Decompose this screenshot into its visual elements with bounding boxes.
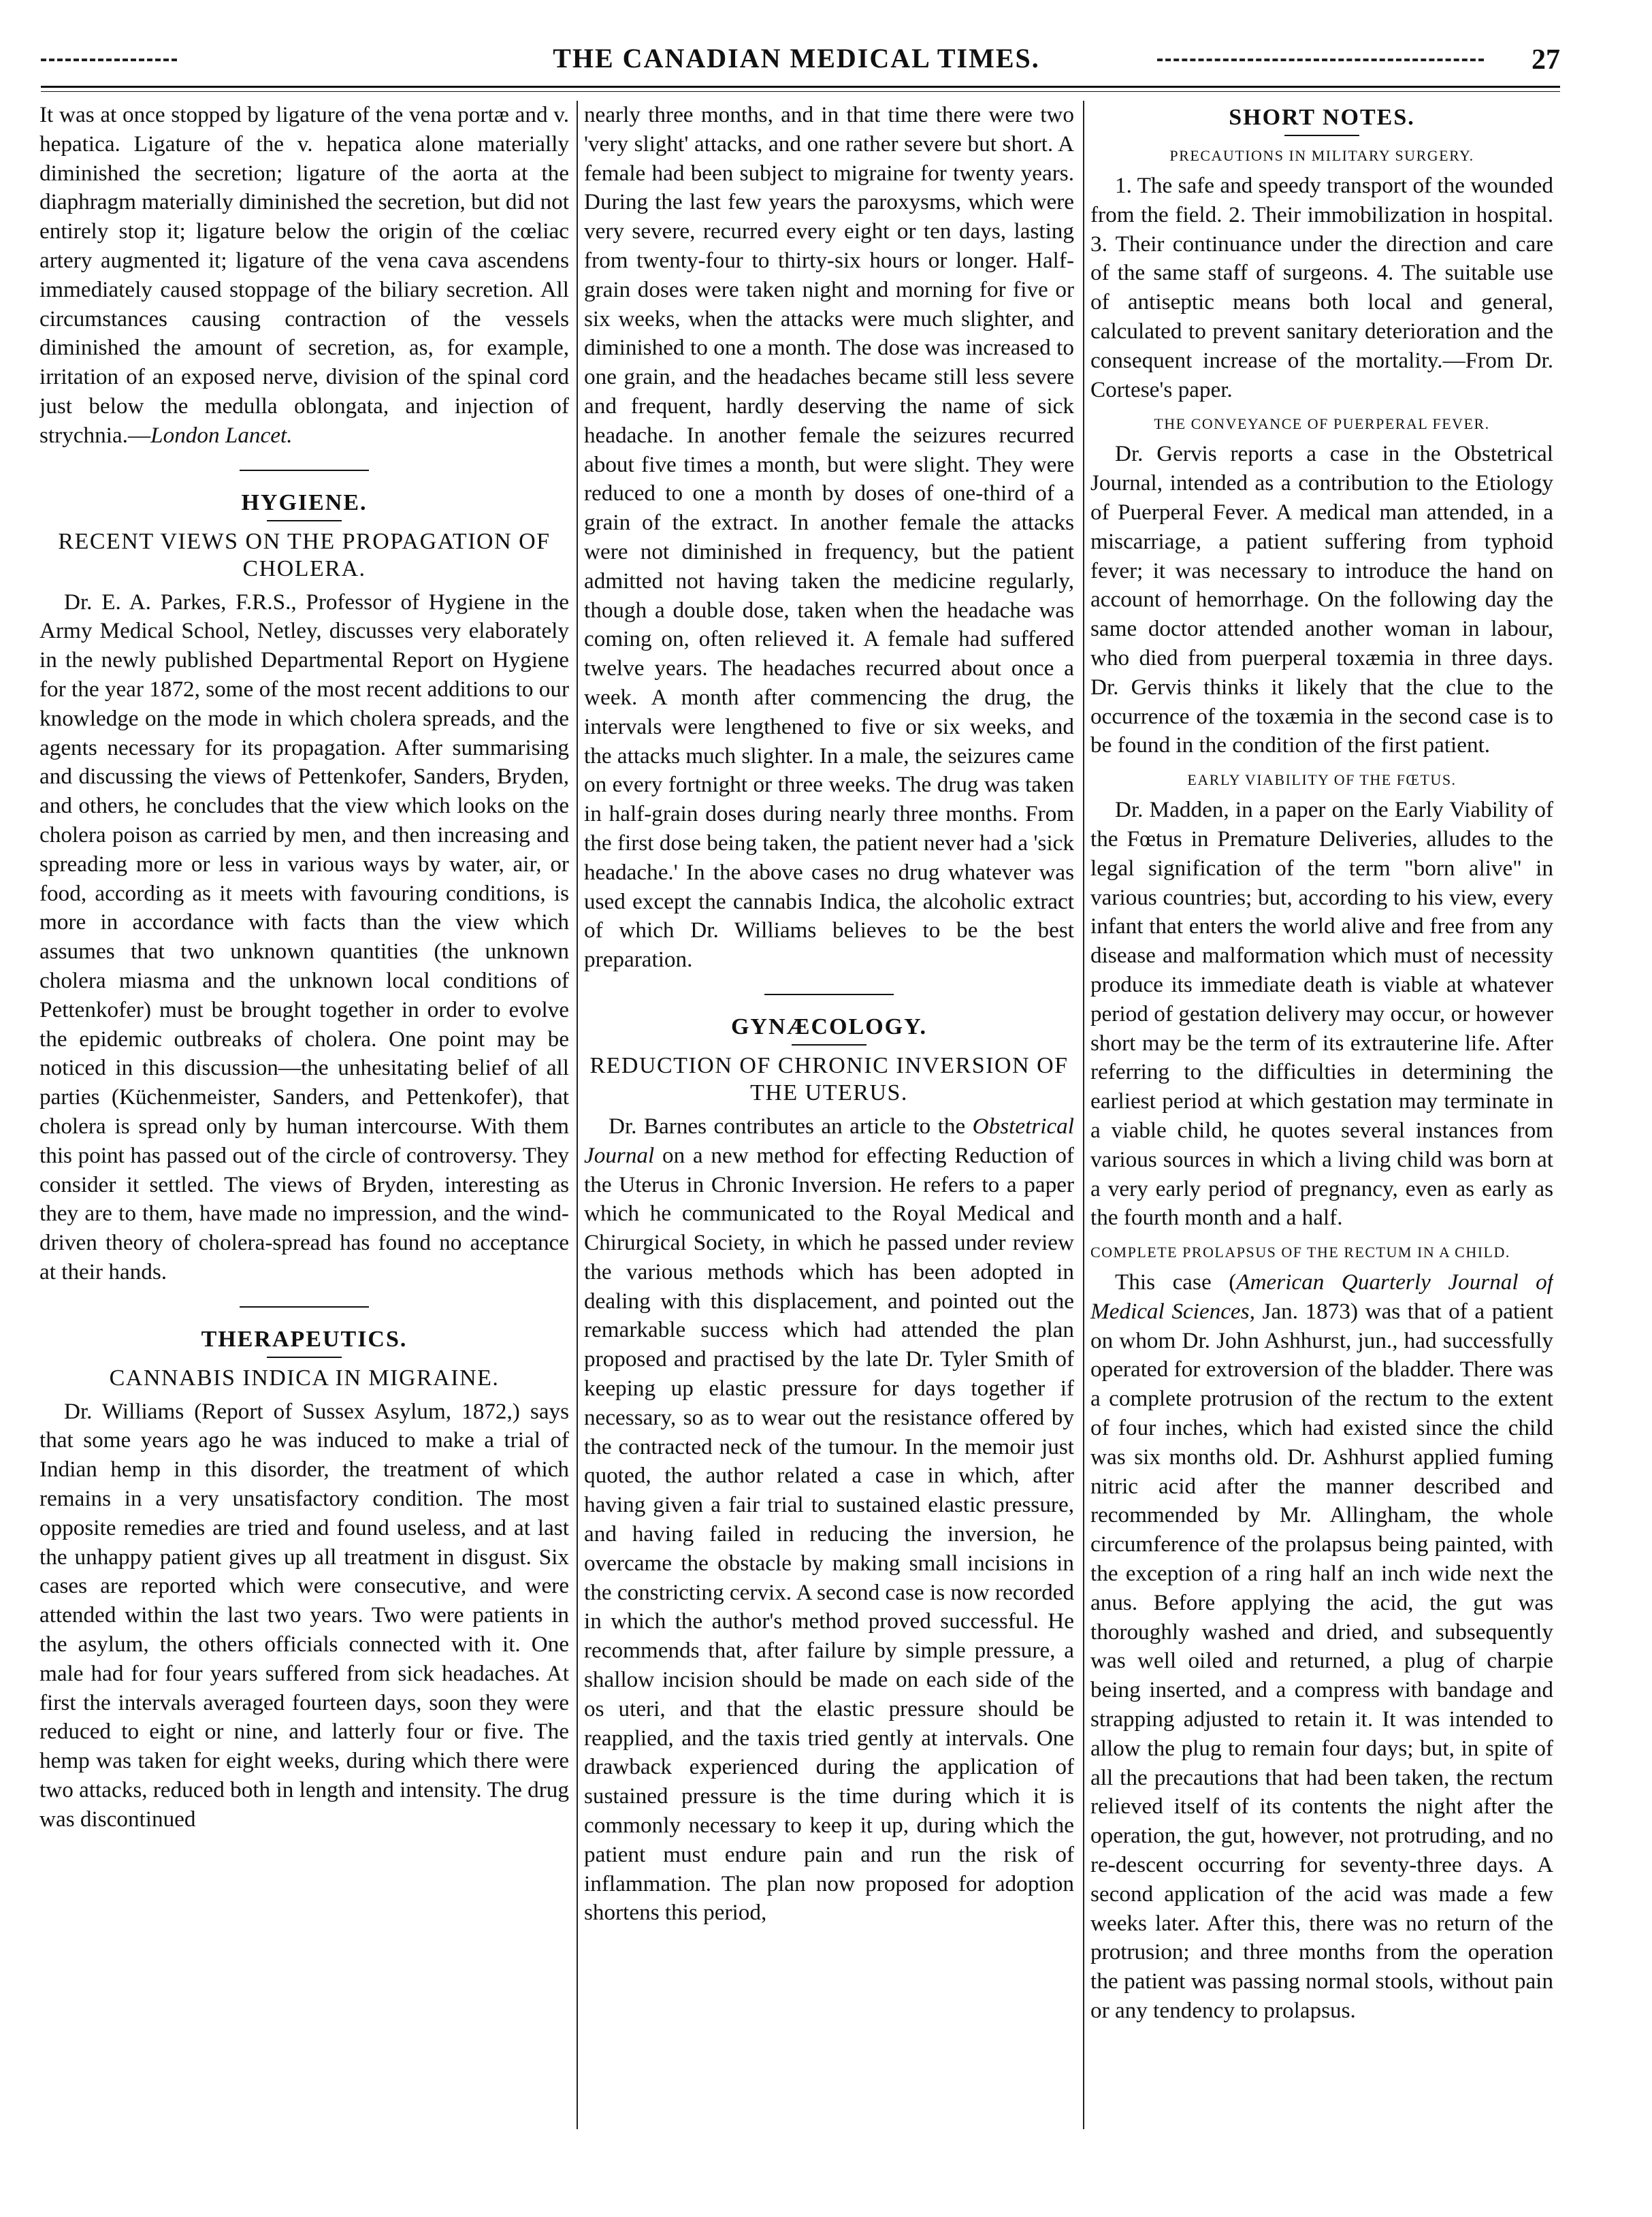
military-surgery-title: PRECAUTIONS IN MILITARY SURGERY. (1169, 147, 1474, 164)
heading-rule (267, 520, 342, 521)
section-separator (240, 470, 369, 471)
inversion-text-a: Dr. Barnes contributes an article to the (609, 1113, 973, 1139)
cholera-article-title: RECENT VIEWS ON THE PROPAGATION OF CHOLERA. (58, 528, 551, 581)
section-separator (240, 1306, 369, 1308)
column-2 (584, 101, 1074, 2150)
military-surgery-body: 1. The safe and speedy transport of the wounded from the field. 2. Their immobilization in hospital. 3. Their continuance under the direction and care of the same staff of surgeons. 4. The suitable use of antiseptic means both local and general, calculated to prevent sanitary deterioration and the consequent increase of the mortality.—From Dr. Cortese's paper. (1090, 173, 1553, 402)
puerperal-fever-title: THE CONVEYANCE OF PUERPERAL FEVER. (1154, 415, 1490, 433)
section-separator (764, 994, 894, 995)
column-rule-2 (1083, 101, 1084, 2129)
therapeutics-heading: THERAPEUTICS. (201, 1326, 408, 1352)
lancet-source: London Lancet. (150, 422, 293, 448)
page-number: 27 (1532, 44, 1560, 76)
prolapsus-text-a: This case ( (1115, 1269, 1237, 1295)
column-1 (39, 101, 569, 2150)
prolapsus-title: COMPLETE PROLAPSUS OF THE RECTUM IN A CHILD. (1090, 1244, 1510, 1261)
cholera-article-body: Dr. E. A. Parkes, F.R.S., Professor of Hygiene in the Army Medical School, Netley, discusses very elaborately in the newly published Departmental Report on Hygiene for the year 1872, some of the most recent additions to our knowledge on the mode in which cholera spreads, and the agents necessary for its propagation. After summarising and discussing the views of Pettenkofer, Sanders, Bryden, and others, he concludes that the view which looks on the cholera poison as carried by men, and then increasing and spreading more or less in various ways by water, air, or food, according as it meets with favouring conditions, is more in accordance with facts than the view which assumes that two unknown quantities (the unknown cholera miasma and the unknown local conditions of Pettenkofer) must be brought together in order to evolve the epidemic outbreaks of cholera. One point may be noticed in this discussion—the unhesitating belief of all parties (Küchenmeister, Sanders, and Pettenkofer), that cholera is spread only by human intercourse. With them this point has passed out of the circle of controversy. They consider it settled. The views of Bryden, interesting as they are to them, have made no impression, and the wind-driven theory of cholera-spread has found no acceptance at their hands. (39, 589, 569, 1284)
inversion-journal-name: Obstetrical Journal (584, 1113, 1074, 1168)
gynaecology-heading: GYNÆCOLOGY. (730, 1014, 928, 1039)
prolapsus-journal-name: American Quarterly Journal of Medical Sciences, (1090, 1269, 1553, 1324)
running-head (41, 38, 1560, 86)
prolapsus-text-b: Jan. 1873) was that of a patient on whom Dr. John Ashhurst, jun., had successfully operated for extroversion of the bladder. There was a complete protrusion of the rectum to the extent of four inches, which had existed since the child was six months old. Dr. Ashhurst applied fuming nitric acid after the manner described and recommended by Mr. Allingham, the whole circumference of the prolapsus being painted, with the exception of a ring half an inch wide next the anus. Before applying the acid, the gut was thoroughly washed and dried, and subsequently was well oiled and returned, a plug of charpie being inserted, and a compress with bandage and strapping adjusted to retain it. It was intended to allow the plug to remain four days; but, in spite of all the precautions that had been taken, the rectum relieved itself of its contents the night after the operation, the gut, however, not protruding, and no re-descent occurring for seventy-three days. A second application of the acid was made a few weeks later. After this, there was no return of the protrusion; and three months from the operation the patient was passing normal stools, without pain or any tendency to prolapsus. (1090, 1298, 1553, 2024)
cannabis-article-body: Dr. Williams (Report of Sussex Asylum, 1872,) says that some years ago he was induced to make a trial of Indian hemp in this disorder, the treatment of which remains in a very unsatisfactory condition. The most opposite remedies are tried and found useless, and at last the unhappy patient gives up all treatment in disgust. Six cases are reported which were consecutive, and were attended within the last two years. Two were patients in the asylum, the others officials connected with it. One male had for four years suffered from sick headaches. At first the intervals averaged fourteen days, soon they were reduced to eight or nine, and latterly four or five. The hemp was taken for eight weeks, during which there were two attacks, reduced both in length and intensity. The drug was discontinued (39, 1398, 569, 1832)
journal-title: THE CANADIAN MEDICAL TIMES. (553, 43, 1040, 74)
inversion-article-title: REDUCTION OF CHRONIC INVERSION OF THE UTERUS. (589, 1052, 1069, 1105)
hygiene-heading: HYGIENE. (241, 489, 368, 515)
short-notes-heading: SHORT NOTES. (1229, 105, 1415, 130)
puerperal-fever-body: Dr. Gervis reports a case in the Obstetrical Journal, intended as a contribution to the Etiology of Puerperal Fever. A medical man attended, in a miscarriage, a patient suffering from typhoid fever; it was necessary to introduce the hand on account of hemorrhage. On the following day the same doctor attended another woman in labour, who died from puerperal toxæmia in three days. Dr. Gervis thinks it likely that the clue to the occurrence of the toxæmia in the second case is to be found in the condition of the first patient. (1090, 441, 1553, 758)
header-rule-thin (41, 91, 1560, 92)
viability-body: Dr. Madden, in a paper on the Early Viability of the Fœtus in Premature Deliveries, alludes to the legal signification of the term "born alive" in various countries; but, according to his view, every infant that enters the world alive and free from any disease and malformation which must of necessity produce its immediate death is viable at whatever period of gestation delivery may occur, or however short may be the term of its extrauterine life. After referring to the difficulties in determining the earliest period at which gestation may terminate in a viable child, he quotes several instances from various sources in which a living child was born at a very early period of pregnancy, even as early as the fourth month and a half. (1090, 797, 1553, 1231)
header-rule (41, 86, 1560, 88)
cannabis-article-title: CANNABIS INDICA IN MIGRAINE. (109, 1365, 500, 1391)
column-rule-1 (577, 101, 578, 2129)
viability-title: EARLY VIABILITY OF THE FŒTUS. (1187, 771, 1457, 789)
lancet-text: It was at once stopped by ligature of the vena portæ and v. hepatica. Ligature of the v. hepatica alone materially diminished the secretion; ligature of the aorta at the diaphragm materially diminished the secretion, but did not entirely stop it; ligature below the origin of the cœliac artery augmented it; ligature of the vena cava ascendens immediately caused stoppage of the biliary secretion. All circumstances causing contraction of the vessels diminished the amount of secretion, as, for example, irritation of an exposed nerve, division of the spinal cord just below the medulla oblongata, and injection of strychnia.— (39, 102, 569, 448)
inversion-text-b: on a new method for effecting Reduction of the Uterus in Chronic Inversion. He refers to a paper which he communicated to the Royal Medical and Chirurgical Society, in which he passed under review the various methods which has been adopted in dealing with this displacement, and pointed out the remarkable success which had attended the plan proposed and practised by the late Dr. Tyler Smith of keeping up elastic pressure for days together if necessary, so as to wear out the resistance offered by the contracted neck of the tumour. In the memoir just quoted, the author related a case in which, after having given a fair trial to sustained elastic pressure, and having failed in reducing the inversion, he overcame the obstacle by making small incisions in the constricting cervix. A second case is now recorded in which the author's method proved successful. He recommends that, after failure by simple pressure, a shallow incision should be made on each side of the os uteri, and that the elastic pressure should be reapplied, and the taxis tried gently at intervals. One drawback experienced during the application of sustained pressure is the time during which it is commonly necessary to keep it up, during which the patient must endure pain and run the risk of inflammation. The plan now proposed for adoption shortens this period, (584, 1142, 1074, 1926)
lancet-paragraph (39, 101, 569, 451)
heading-rule (1284, 135, 1359, 136)
heading-rule (267, 1357, 342, 1358)
cannabis-article-continued: nearly three months, and in that time there were two 'very slight' attacks, and one rather severe but short. A female had been subject to migraine for twenty years. During the last few years the paroxysms, which were very severe, recurred every eight or ten days, lasting from twenty-four to thirty-six hours or longer. Half-grain doses were taken night and morning for five or six weeks, when the attacks were much slighter, and diminished to one a month. The dose was increased to one grain, and the headaches became still less severe and frequent, hardly deserving the name of sick headache. In another female the seizures recurred about five times a month, but were slight. They were reduced to one a month by doses of one-third of a grain of the extract. In another female the attacks were not diminished in frequency, but the patient admitted not having taken the medicine regularly, though a double dose, taken when the headache was coming on, often relieved it. A female had suffered twelve years. The headaches recurred about once a week. A month after commencing the drug, the intervals were lengthened to five or six weeks, and the attacks much slighter. In a male, the seizures came on every fortnight or three weeks. The drug was taken in half-grain doses during nearly three months. From the first dose being taken, the patient never had a 'sick headache.' In the above cases no drug whatever was used except the cannabis Indica, the alcoholic extract of which Dr. Williams believes to be the best preparation. (584, 102, 1074, 973)
column-3 (1090, 101, 1553, 2150)
inversion-article-body (584, 1112, 1074, 1928)
prolapsus-body (1090, 1268, 1553, 2026)
heading-rule (792, 1044, 867, 1046)
